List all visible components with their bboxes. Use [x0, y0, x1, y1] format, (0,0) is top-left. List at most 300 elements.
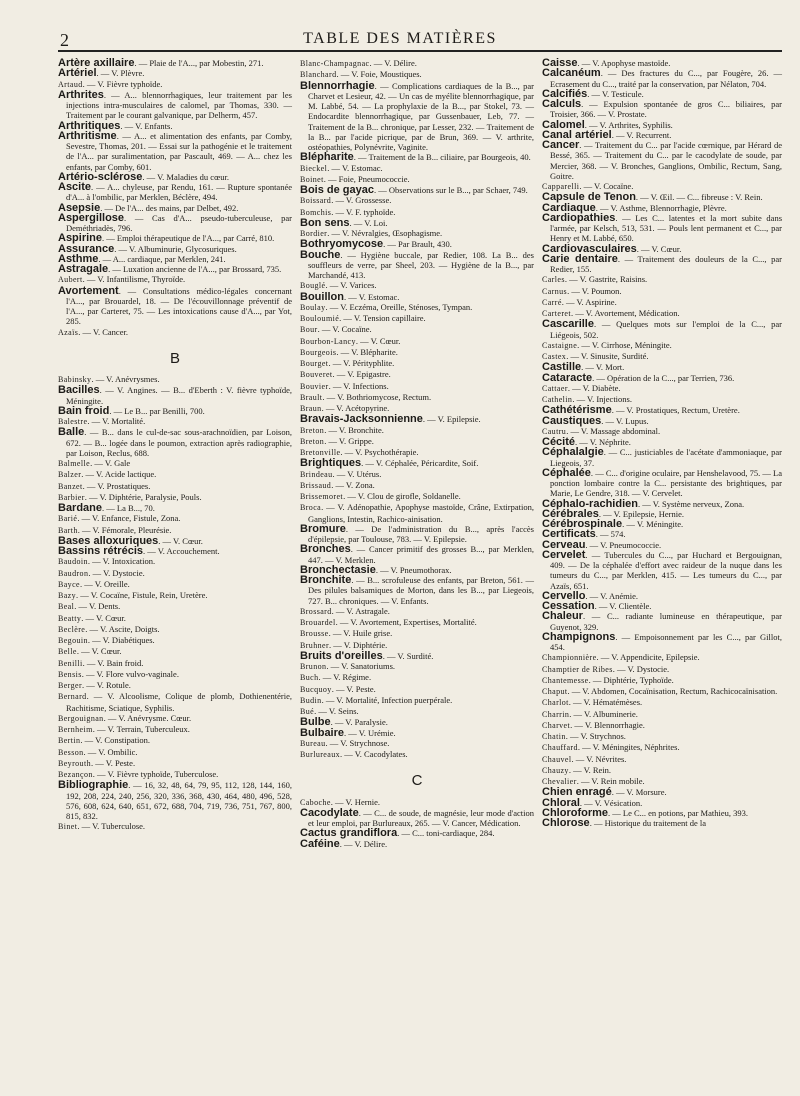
entry-headword: Arthritiques [58, 119, 121, 132]
index-entry [58, 735, 292, 746]
entry-text: . — V. Maladies du cœur. [142, 171, 229, 182]
entry-headword: Bassins rétrécis [58, 545, 143, 557]
entry-headword: Blanchard [300, 70, 337, 80]
index-entry [542, 99, 782, 120]
entry-headword: Brousse [300, 629, 329, 639]
index-entry [58, 458, 292, 469]
index-entry [58, 758, 292, 769]
index-entry [58, 747, 292, 758]
index-entry [542, 709, 782, 720]
entry-headword: Champignons [542, 630, 616, 643]
entry-headword: Caisse [542, 57, 578, 69]
entry-text: . — V. Estomac. [327, 162, 383, 173]
index-entry [300, 469, 534, 480]
entry-text: . — V. Morsure. [611, 787, 667, 798]
entry-text: . — V. Diphtérie. [329, 639, 388, 650]
index-entry [58, 680, 292, 691]
entry-text: . — V. Méningite. [622, 519, 684, 529]
entry-text: . — V. Œil. — C... fibreuse : V. Rein. [635, 192, 763, 203]
entry-headword: Balestre [58, 417, 88, 426]
entry-headword: Cécité [542, 436, 576, 448]
entry-headword: Barié [58, 514, 78, 524]
index-entry [58, 713, 292, 724]
entry-headword: Bué [300, 707, 315, 716]
entry-text: . — Historique du traitement de la [589, 818, 707, 828]
entry-headword: Cactus grandiflora [300, 827, 398, 840]
entry-headword: Bibliographie [58, 779, 129, 792]
entry-text: . — V. Pneumothorax. [375, 564, 452, 575]
entry-headword: Bensis [58, 669, 82, 679]
entry-headword: Boulay [300, 302, 326, 312]
index-entry [542, 652, 782, 663]
entry-text: . — C... de soude, de magnésie, leur mode d'action et leur emploi, par Burlureaux, 265. — V. Cancer, Médication. [308, 807, 534, 828]
entry-headword: Belle [58, 647, 77, 657]
index-entry [300, 502, 534, 524]
entry-text: . — V. Néphrite. [575, 437, 631, 447]
entry-text: . — V. Ascite, Doigts. [85, 623, 160, 634]
entry-headword: Asepsie [58, 201, 101, 214]
index-entry [300, 292, 534, 302]
entry-headword: Blépharite [300, 151, 354, 164]
entry-text: . — Traitement du C... par l'acide cœrnique, par Hérard de Bessé, 365. — Traitement du C... par le cacodylate de soude, par Mercier, 368. — V. Bronches, Ganglions, Ombilic, Rectum, Sang, Goitre. [550, 140, 782, 181]
entry-headword: Calcifiés [542, 87, 588, 100]
entry-text: . — V. Cocaïne, Fistule, Rein, Uretère. [76, 590, 208, 600]
entry-text: . — V. Délire. [369, 58, 417, 68]
header-rule [58, 50, 782, 52]
entry-text: . — V. Clientèle. [594, 601, 652, 611]
entry-headword: Bouillon [300, 290, 344, 303]
entry-text: . — V. Sinusite, Surdité. [566, 351, 649, 361]
entry-text: . — V. Cœur. [355, 335, 401, 346]
entry-text: . — V. Bain froid. [82, 657, 144, 668]
entry-headword: Balle [58, 426, 85, 439]
index-entry [300, 524, 534, 545]
entry-text: . — V. F. typhoïde. [331, 206, 396, 217]
entry-headword: Chatin [542, 732, 566, 741]
index-entry [300, 414, 534, 424]
entry-headword: Caustiques [542, 414, 602, 427]
entry-headword: Aubert [58, 275, 83, 285]
entry-headword: Bazy [58, 591, 77, 600]
entry-headword: Aspergillose [58, 211, 125, 224]
entry-text: . — Emploi thérapeutique de l'A..., par Carré, 810. [102, 233, 275, 244]
entry-text: . — V. Bronchite. [324, 424, 384, 435]
entry-headword: Bertin [58, 736, 81, 746]
entry-headword: Banzet [58, 481, 83, 491]
entry-text: . — V. Testicule. [587, 88, 644, 99]
entry-text: . — De l'A... des mains, par Delbet, 492. [100, 202, 239, 213]
index-entry [542, 286, 782, 297]
index-entry [542, 447, 782, 468]
entry-text: . — V. Clou de girofle, Soldanelle. [343, 491, 461, 501]
entry-text: . — V. Fémorale, Pleurésie. [77, 524, 172, 535]
entry-text: . — Tubercules du C..., par Huchard et Bergouignan, 409. — De la céphalée d'effort avec raideur de la nuque dans les tumeurs du C..., par Merklen, 415. — Les tumeurs du C..., par Azaïs, 651. [550, 549, 782, 591]
entry-headword: Bruhner [300, 640, 330, 650]
section-letter: B [169, 349, 180, 367]
entry-text: . — V. Grossesse. [331, 195, 392, 206]
index-entry [300, 218, 534, 228]
entry-text: . — V. Blennorrhagie. [570, 719, 645, 730]
entry-text: . — V. Dystocie. [612, 663, 670, 674]
entry-text: . — C... d'origine oculaire, par Henshelavood, 75. — La ponction lombaire contre la C... persistante des brightiques, par Marie, Le Gendre, 318. — V. Cervelet. [550, 467, 782, 499]
entry-headword: Beatty [58, 613, 82, 623]
entry-text: . — V. Rein mobile. [576, 776, 645, 786]
index-entry [58, 469, 292, 480]
entry-text: . — V. Névrites. [571, 753, 627, 764]
entry-headword: Cessation [542, 600, 595, 612]
entry-headword: Céphalée [542, 466, 591, 479]
index-entry [542, 213, 782, 244]
entry-headword: Bouveret [300, 370, 333, 380]
entry-text: . — V. Diphtérie, Paralysie, Pouls. [84, 491, 202, 502]
page-title: TABLE DES MATIÈRES [303, 30, 497, 47]
entry-text: . — V. Rein. [568, 764, 612, 775]
entry-text: . — V. Astragale. [331, 605, 390, 616]
entry-text: . — V. Foie, Moustiques. [336, 69, 422, 80]
index-entry [542, 373, 782, 383]
index-entry [300, 672, 534, 683]
entry-headword: Calomel [542, 118, 585, 131]
entry-headword: Brissemoret [300, 492, 344, 501]
index-entry [300, 250, 534, 281]
index-entry [542, 274, 782, 285]
entry-headword: Cardiaque [542, 201, 596, 214]
index-entry [58, 724, 292, 735]
page-number: 2 [60, 30, 69, 50]
entry-headword: Bouloumié [300, 314, 340, 323]
entry-headword: Cautru [542, 426, 567, 436]
entry-headword: Castex [542, 352, 567, 361]
entry-text: . — V. Loi. [349, 217, 388, 228]
entry-text: . — Cancer primitif des grosses B..., par Merklen, 447. — V. Merklen. [308, 544, 534, 565]
index-entry [58, 406, 292, 416]
entry-text: . — V. Diabète. [567, 382, 621, 393]
entry-text: . — V. Accouchement. [143, 546, 220, 556]
entry-headword: Bois de gayac [300, 184, 374, 196]
entry-headword: Blennorrhagie [300, 79, 375, 92]
entry-headword: Artère axillaire [58, 57, 135, 69]
entry-text: . — V. Névralgies, Œsophagisme. [327, 228, 443, 238]
entry-headword: Bromure [300, 522, 346, 535]
entry-headword: Broca [300, 503, 322, 513]
entry-text: . — V. Anévrysmes. [91, 374, 160, 384]
entry-text: . — V. Gale [90, 458, 131, 468]
entry-headword: Bacilles [58, 384, 100, 397]
entry-text: . — Hygiène buccale, par Redier, 108. La B... des souffleurs de verre, par Sheel, 203. — Hygiène de la B..., par Marchandé, 413. [308, 249, 534, 280]
index-entry [542, 254, 782, 275]
entry-text: . — V. Fièvre typhoïde. [82, 78, 163, 89]
entry-headword: Bucquoy [300, 684, 332, 694]
entry-text: . — 16, 32, 48, 64, 79, 95, 112, 128, 144, 160, 192, 208, 224, 240, 256, 320, 336, 368, 430, 464, 480, 496, 528, 576, 608, 624, 640, 651, 672, 688, 704, 719, 736, 751, 767, 800, 815, 832. [66, 780, 292, 821]
entry-text: . — V. Alcoolisme, Colique de plomb, Dothienentérie, Rachitisme, Sciatique, Syphilis. [66, 691, 292, 713]
entry-text: . — V. Albuminerie. [569, 708, 638, 719]
entry-headword: Balmelle [58, 459, 91, 468]
entry-text: . — Plaie de l'A..., par Mobestin, 271. [134, 58, 264, 68]
index-entry [58, 635, 292, 646]
entry-headword: Braun [300, 404, 322, 413]
entry-headword: Bardane [58, 502, 103, 514]
index-entry [300, 425, 534, 436]
entry-text: . — V. Bothriomycose, Rectum. [322, 391, 432, 402]
entry-headword: Bases alloxuriques [58, 534, 159, 547]
index-entry [300, 575, 534, 606]
entry-headword: Céphalalgie [542, 446, 604, 459]
index-entry [58, 131, 292, 172]
entry-headword: Brindeau [300, 469, 333, 479]
entry-headword: Beclère [58, 624, 86, 634]
entry-headword: Brissaud [300, 480, 332, 490]
entry-headword: Bronchectasie [300, 563, 376, 576]
entry-headword: Bothryomycose [300, 238, 384, 251]
entry-headword: Cerveau [542, 538, 586, 551]
entry-headword: Carnus [542, 286, 568, 296]
entry-text: . — V. Terrain, Tuberculeux. [92, 724, 190, 734]
index-entry [58, 556, 292, 567]
entry-headword: Brouardel [300, 618, 336, 627]
entry-text: . — De l'administration du B..., après l'accès d'épilepsie, par Toulouse, 783. — V. Epilepsie. [308, 523, 534, 544]
index-column-2 [300, 58, 534, 849]
index-entry [300, 695, 534, 706]
entry-text: . — V. Tuberculose. [77, 821, 146, 832]
index-entry [58, 780, 292, 821]
entry-text: . — Expulsion spontanée de gros C... biliaires, par Troisier, 366. — V. Prostate. [550, 99, 782, 120]
entry-headword: Caféine [300, 837, 340, 850]
entry-text: . — Les C... latentes et la mort subite dans l'armée, par Kelsch, 513, 531. — Pouls lent permanent et C..., par Henry et M. Labbé, 650. [550, 212, 782, 244]
entry-headword: Boissard [300, 196, 332, 206]
entry-text: . — V. Adénopathie, Apophyse mastoïde, Crâne, Extirpation, Ganglions, Intestin, Rachico-ainisation. [308, 502, 534, 524]
index-entry [58, 213, 292, 234]
entry-headword: Bergouignan [58, 713, 104, 723]
entry-text: . — V. Diabétiques. [87, 635, 155, 645]
index-entry [300, 392, 534, 403]
entry-text: . — V. Epigastre. [332, 369, 391, 380]
index-column-3 [542, 58, 782, 828]
entry-headword: Cervello [542, 589, 586, 602]
section-letter: C [411, 772, 423, 790]
index-entry [300, 436, 534, 447]
entry-headword: Buch [300, 673, 319, 683]
entry-headword: Chloral [542, 796, 580, 809]
entry-text: . — V. Aspirine. [561, 296, 617, 307]
entry-text: . — V. Hernie. [330, 796, 381, 807]
entry-text: . — V. Injections. [572, 394, 632, 404]
index-entry [542, 319, 782, 340]
entry-text: . — Traitement de la B... ciliaire, par Bourgeois, 40. [353, 152, 531, 163]
entry-text: . — V. Asthme, Blennorrhagie, Plèvre. [595, 202, 727, 213]
entry-text: . — Quelques mots sur l'emploi de la C..., par Liégeois, 502. [550, 319, 782, 340]
index-entry [542, 697, 782, 708]
entry-text: . — V. Acide lactique. [81, 469, 157, 480]
entry-text: . — V. Grippe. [324, 435, 374, 446]
entry-headword: Budin [300, 695, 322, 705]
entry-text: . — V. Intoxication. [87, 556, 156, 567]
entry-text: . — V. Epilepsie, Hernie. [598, 508, 685, 519]
entry-headword: Besson [58, 747, 84, 757]
entry-headword: Bourbon-Lancy [300, 336, 356, 346]
index-entry [58, 646, 292, 657]
entry-text: . — V. Délire. [339, 838, 388, 849]
entry-headword: Capsule de Tenon [542, 191, 636, 204]
entry-text: . — V. Hématémèses. [568, 697, 643, 708]
entry-text: . — V. Recurrent. [611, 129, 672, 140]
entry-headword: Bravais-Jacksonnienne [300, 413, 423, 426]
entry-headword: Begouin [58, 636, 88, 645]
index-entry [542, 340, 782, 351]
index-entry [300, 544, 534, 565]
entry-text: . — V. Cocaïne. [579, 181, 634, 191]
index-entry [542, 383, 782, 394]
entry-text: . — V. Epilepsie. [422, 414, 481, 425]
index-entry [300, 839, 534, 849]
index-entry [300, 369, 534, 380]
index-entry [58, 590, 292, 601]
entry-text: . — V. Méningites, Néphrites. [577, 742, 680, 753]
entry-headword: Carteret [542, 309, 571, 318]
entry-headword: Charlot [542, 698, 569, 708]
entry-text: . — Observations sur le B..., par Schaer, 749. [373, 185, 528, 195]
entry-headword: Baudron [58, 568, 89, 578]
entry-headword: Carie dentaire [542, 252, 618, 265]
entry-text: . — V. Huile grise. [328, 628, 393, 639]
entry-text: . — Cas d'A... pseudo-tuberculeuse, par Deméthriadès, 796. [66, 212, 292, 233]
entry-headword: Bieckel [300, 163, 328, 173]
index-entry [542, 731, 782, 742]
entry-text: . — V. Avortement, Expertises, Mortalité. [335, 617, 477, 627]
index-entry [542, 765, 782, 776]
index-entry [542, 754, 782, 765]
index-entry [300, 606, 534, 617]
index-entry [58, 691, 292, 713]
entry-text: . — V. Apophyse mastoïde. [577, 58, 671, 68]
index-entry [58, 286, 292, 327]
entry-headword: Balzer [58, 470, 82, 480]
entry-headword: Bernard [58, 692, 87, 702]
entry-headword: Bezançon [58, 770, 93, 779]
entry-headword: Champtier de Ribes [542, 664, 613, 674]
entry-headword: Boinet [300, 174, 324, 184]
index-entry [58, 327, 292, 338]
entry-headword: Assurance [58, 242, 115, 255]
index-entry [58, 385, 292, 406]
entry-text: . — V. Massage abdominal. [566, 425, 661, 436]
entry-headword: Chauvel [542, 754, 572, 764]
entry-headword: Cérébrospinale [542, 518, 623, 530]
entry-headword: Breton [300, 425, 325, 435]
entry-text: . — V. Surdité. [382, 650, 434, 661]
entry-text: . — V. Gastrite, Raisins. [564, 274, 648, 285]
entry-text: . — V. Ombilic. [83, 746, 138, 757]
entry-headword: Bourget [300, 359, 329, 368]
entry-headword: Arthrites [58, 88, 104, 101]
index-entry [300, 617, 534, 628]
entry-headword: Chlorose [542, 817, 590, 829]
index-entry [542, 426, 782, 437]
entry-headword: Arthritisme [58, 129, 117, 142]
index-entry [300, 706, 534, 717]
entry-text: . — 574. [595, 529, 626, 540]
index-entry [300, 58, 534, 69]
entry-headword: Berger [58, 681, 83, 690]
entry-headword: Barth [58, 525, 78, 535]
entry-text: . — V. Mort. [581, 362, 625, 373]
entry-text: . — V. Albuminurie, Glycosuriques. [114, 243, 237, 254]
index-entry [542, 68, 782, 89]
entry-text: . — V. Cœur. [158, 535, 203, 546]
index-entry [300, 491, 534, 502]
index-entry [300, 749, 534, 760]
index-entry [300, 347, 534, 358]
entry-text: . — Opération de la C..., par Terrien, 736. [592, 372, 735, 383]
entry-headword: Bouche [300, 248, 341, 261]
entry-headword: Avortement [58, 284, 119, 297]
entry-text: . — V. Tension capillaire. [339, 313, 426, 323]
index-entry [58, 669, 292, 680]
index-entry [542, 550, 782, 591]
entry-text: . — V. Système nerveux, Zona. [637, 498, 745, 509]
index-entry [58, 568, 292, 579]
entry-headword: Baudoin [58, 557, 88, 567]
index-entry [300, 651, 534, 661]
entry-headword: Asthme [58, 252, 99, 265]
entry-text: . — La B..., 70. [102, 503, 155, 513]
entry-headword: Chauffard [542, 743, 578, 753]
entry-text: . — A... blennorrhagiques, leur traitement par les injections intra-musculaires de calomel, par Thomas, 330. — Traitement par le courant galvanique, par Delherm, 457. [66, 89, 292, 121]
entry-text: . — V. Cancer. [78, 326, 128, 337]
entry-headword: Castille [542, 361, 582, 374]
index-entry [300, 302, 534, 313]
index-entry [58, 821, 292, 832]
entry-headword: Artério-sclérose [58, 170, 143, 183]
entry-text: . — V. Varices. [325, 280, 377, 291]
index-entry [58, 90, 292, 121]
entry-text: . — Diphtérie, Typhoïde. [588, 674, 674, 685]
index-entry [542, 664, 782, 675]
entry-headword: Azaïs [58, 327, 79, 337]
entry-headword: Bayce [58, 579, 80, 589]
entry-headword: Charrin [542, 709, 570, 719]
entry-headword: Canal artériel [542, 128, 612, 141]
entry-headword: Brunon [300, 662, 327, 671]
entry-headword: Cattaer [542, 383, 568, 393]
index-entry [542, 468, 782, 499]
entry-text: . — V. Pneumococcie. [585, 539, 662, 550]
entry-text: . — V. Peste. [90, 757, 136, 768]
entry-headword: Ascite [58, 181, 92, 193]
index-entry [300, 152, 534, 162]
entry-headword: Breton [300, 436, 325, 446]
entry-headword: Cancer [542, 139, 580, 151]
entry-headword: Bomchis [300, 207, 332, 217]
entry-text: . — V. Plèvre. [96, 68, 145, 79]
entry-text: . — V. Dents. [74, 601, 121, 612]
index-entry [300, 684, 534, 695]
entry-headword: Brossard [300, 606, 332, 616]
entry-text: . — V. Prostatiques, Rectum, Uretère. [611, 405, 740, 416]
entry-text: . — V. Cirrhose, Méningite. [577, 339, 672, 350]
entry-headword: Cacodylate [300, 806, 359, 819]
entry-text: . — Le C... en potions, par Mathieu, 393. [608, 807, 748, 818]
entry-headword: Bronchite [300, 574, 352, 586]
entry-text: . — V. Strychnos. [565, 731, 626, 741]
entry-headword: Bureau [300, 738, 326, 748]
entry-headword: Cardiopathies [542, 211, 616, 224]
entry-headword: Castaigne [542, 340, 578, 350]
entry-text: . — B... dans le cul-de-sac sous-arachnoïdien, par Loison, 672. — B... logée dans le poumon, extraction après radiographie, par Loison, Reclus, 688. [66, 427, 292, 458]
entry-headword: Capparelli [542, 182, 580, 191]
entry-headword: Certificats [542, 528, 596, 541]
entry-text: . — V. Sanatoriums. [326, 661, 396, 671]
index-entry [300, 163, 534, 174]
